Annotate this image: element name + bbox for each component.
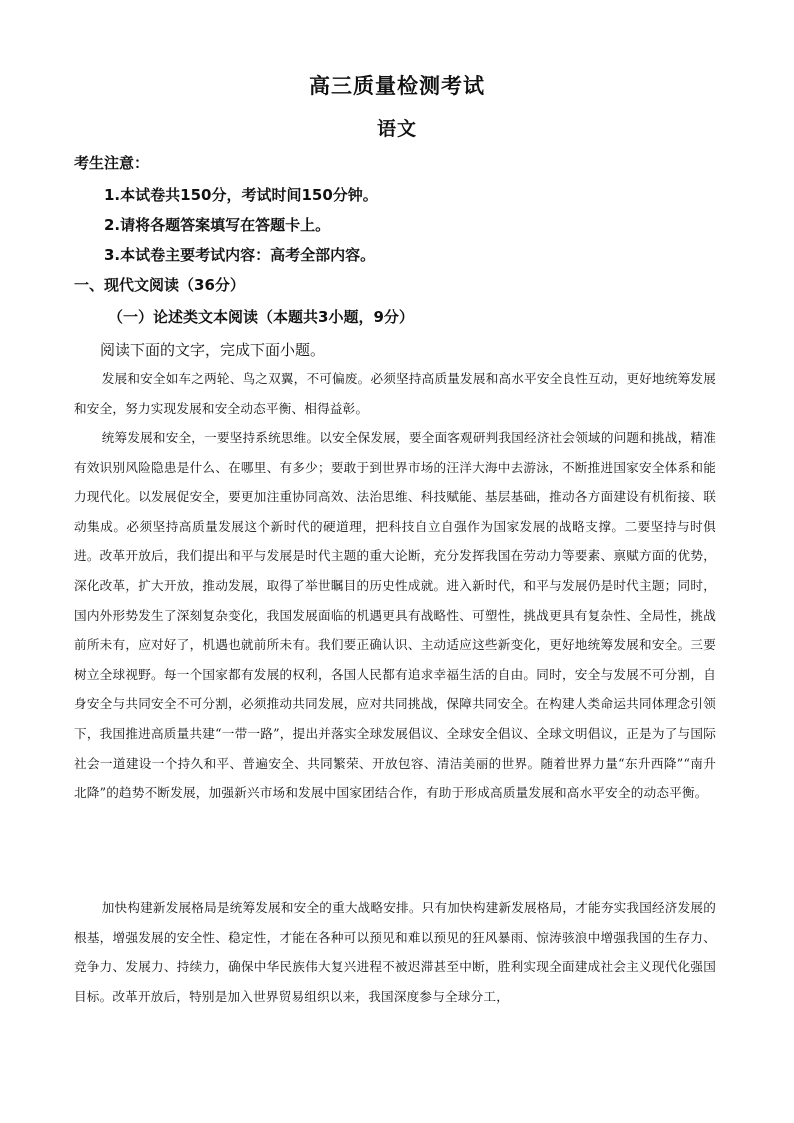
passage-paragraph: 发展和安全如车之两轮、鸟之双翼，不可偏废。必须坚持高质量发展和高水平安全良性互动，更好地统筹发展和安全，努力实现发展和安全动态平衡、相得益彰。 xyxy=(74,371,716,416)
passage-paragraph: 统筹发展和安全，一要坚持系统思维。以安全保发展，要全面客观研判我国经济社会领域的问题和挑战，精准有效识别风险隐患是什么、在哪里、有多少；要敢于到世界市场的汪洋大海中去游泳，不断推进国家安全体系和能力现代化。以发展促安全，要更加注重协同高效、法治思维、科技赋能、基层基础，推动各方面建设有机衔接、联动集成。必须坚持高质量发展这个新时代的硬道理，把科技自立自强作为国家发展的战略支撑。二要坚持与时俱进。改革开放后，我们提出和平与发展是时代主题的重大论断，充分发挥我国在劳动力等要素、禀赋方面的优势，深化改革，扩大开放，推动发展，取得了举世瞩目的历史性成就。进入新时代，和平与发展仍是时代主题；同时，国内外形势发生了深刻复杂变化，我国发展面临的机遇更具有战略性、可塑性，挑战更具有复杂性、全局性，挑战前所未有，应对好了，机遇也就前所未有。我们要正确认识、主动适应这些新变化，更好地统筹发展和安全。三要树立全球视野。每一个国家都有发展的权利，各国人民都有追求幸福生活的自由。同时，安全与发展不可分割，自身安全与共同安全不可分割，必须推动共同发展，应对共同挑战，保障共同安全。在构建人类命运共同体理念引领下，我国推进高质量共建“一带一路”，提出并落实全球发展倡议、全球安全倡议、全球文明倡议，正是为了与国际社会一道建设一个持久和平、普遍安全、共同繁荣、开放包容、清洁美丽的世界。随着世界力量“东升西降”“南升北降”的趋势不断发展，加强新兴市场和发展中国家团结合作，有助于形成高质量发展和高水平安全的动态平衡。 xyxy=(74,430,716,801)
notice-item: 2.请将各题答案填写在答题卡上。 xyxy=(104,216,331,234)
exam-title: 高三质量检测考试 xyxy=(309,74,485,98)
notice-heading: 考生注意： xyxy=(74,154,150,172)
passage-paragraph: 加快构建新发展格局是统筹发展和安全的重大战略安排。只有加快构建新发展格局，才能夯实我国经济发展的根基，增强发展的安全性、稳定性，才能在各种可以预见和难以预见的狂风暴雨、惊涛骇浪中增强我国的生存力、竞争力、发展力、持续力，确保中华民族伟大复兴进程不被迟滞甚至中断，胜利实现全面建成社会主义现代化强国目标。改革开放后，特别是加入世界贸易组织以来，我国深度参与全球分工， xyxy=(74,900,716,1004)
notice-item: 3.本试卷主要考试内容：高考全部内容。 xyxy=(104,246,376,264)
notice-item: 1.本试卷共150分，考试时间150分钟。 xyxy=(104,186,378,204)
subject-title: 语文 xyxy=(376,118,417,140)
section-heading: 一、现代文阅读（36分） xyxy=(74,276,245,294)
reading-instruction: 阅读下面的文字，完成下面小题。 xyxy=(100,341,326,359)
subsection-heading: （一）论述类文本阅读（本题共3小题，9分） xyxy=(108,308,414,326)
